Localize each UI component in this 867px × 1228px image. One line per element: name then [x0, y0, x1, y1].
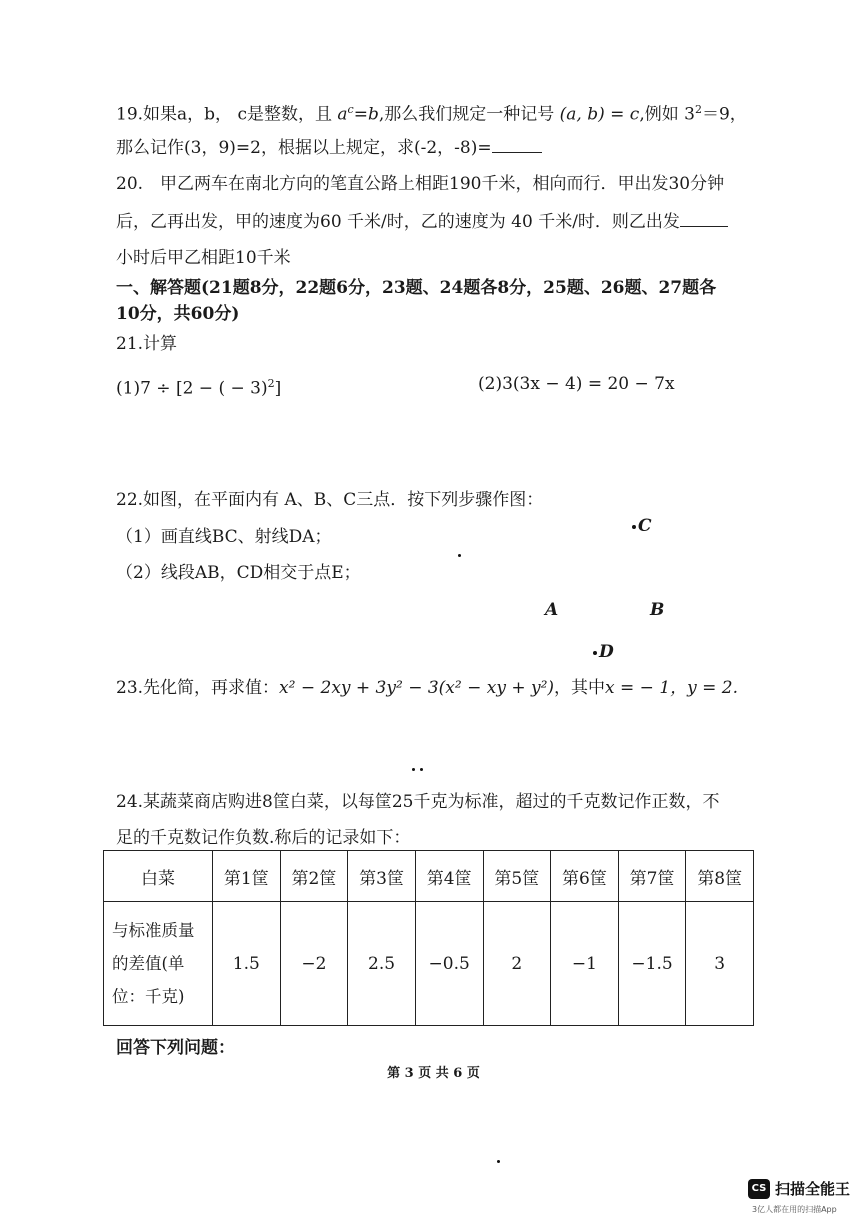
q21-part1: (1)7 ÷ [2 − ( − 3)$^2$] — [116, 377, 282, 399]
table-header-cell: 第7筐 — [618, 851, 686, 902]
stray-dot — [412, 768, 415, 771]
table-header-cell: 第1筐 — [213, 851, 281, 902]
cabbage-weight-table — [103, 850, 754, 1026]
point-c: C — [632, 516, 652, 536]
table-cell: 1.5 — [213, 902, 281, 1026]
table-header-cell: 第5筐 — [483, 851, 551, 902]
stray-dot — [458, 554, 461, 557]
q22-step1: （1）画直线BC、射线DA； — [116, 527, 332, 547]
point-dot — [632, 525, 636, 529]
q24-line1: 24.某蔬菜商店购进8筐白菜，以每筐25千克为标准，超过的千克数记作正数，不 — [116, 792, 720, 812]
table-header-cell: 第2筐 — [280, 851, 348, 902]
q20-line3: 小时后甲乙相距10千米 — [116, 248, 291, 268]
scanner-watermark — [748, 1178, 850, 1199]
watermark-name: 扫描全能王 — [775, 1180, 851, 1198]
table-header-row — [104, 851, 754, 902]
table-cell: −0.5 — [415, 902, 483, 1026]
q19-line2: 那么记作(3，9)=2，根据以上规定，求(-2，-8)= — [116, 136, 542, 160]
section-heading-line1: 一、解答题(21题8分，22题6分，23题、24题各8分，25题、26题、27题各 — [116, 278, 717, 298]
watermark-subtitle: 3亿人都在用的扫描App — [752, 1205, 837, 1214]
point-dot — [593, 651, 597, 655]
table-cell: −1.5 — [618, 902, 686, 1026]
stray-dot — [420, 768, 423, 771]
q22-line1: 22.如图，在平面内有 A、B、C三点．按下列步骤作图： — [116, 490, 544, 510]
table-cell: 2.5 — [348, 902, 416, 1026]
point-d: D — [593, 642, 614, 662]
table-header-cell: 白菜 — [104, 851, 213, 902]
table-header-cell: 第4筐 — [415, 851, 483, 902]
q21-part2: (2)3(3x − 4) = 20 − 7x — [478, 374, 675, 394]
table-row — [104, 902, 754, 1026]
table-cell: −2 — [280, 902, 348, 1026]
answer-blank — [680, 212, 728, 227]
table-cell: −1 — [551, 902, 619, 1026]
q23-condition: x = − 1，y = 2. — [605, 678, 739, 698]
q19-line1: 19.如果a，b， c是整数，且 $a^c=b$,那么我们规定一种记号 (a, b) = c,例如 $3^2=9$， — [116, 103, 747, 125]
q21-title: 21.计算 — [116, 334, 178, 354]
q23-expression: x² − 2xy + 3y² − 3(x² − xy + y²) — [279, 678, 555, 698]
q23-line: 23.先化简，再求值：x² − 2xy + 3y² − 3(x² − xy + y²)，其中x = − 1，y = 2. — [116, 678, 739, 698]
point-b: B — [650, 600, 665, 620]
q24-after: 回答下列问题： — [116, 1038, 235, 1058]
point-a: A — [545, 600, 559, 620]
table-header-cell: 第3筐 — [348, 851, 416, 902]
q20-line1: 20. 甲乙两车在南北方向的笔直公路上相距190千米，相向而行．甲出发30分钟 — [116, 174, 725, 194]
table-row-label: 与标准质量 的差值(单 位：千克) — [104, 902, 213, 1026]
table-cell: 2 — [483, 902, 551, 1026]
notation: (a, b) = c — [559, 104, 640, 125]
cs-logo-icon: CS — [748, 1179, 770, 1199]
table-cell: 3 — [686, 902, 754, 1026]
q22-step2: （2）线段AB，CD相交于点E； — [116, 563, 361, 583]
section-heading-line2: 10分，共60分) — [116, 304, 240, 324]
table-header-cell: 第8筐 — [686, 851, 754, 902]
answer-blank — [492, 138, 542, 153]
q20-line2: 后，乙再出发，甲的速度为60 千米/时，乙的速度为 40 千米/时．则乙出发 — [116, 210, 728, 234]
table-header-cell: 第6筐 — [551, 851, 619, 902]
page-footer: 第 3 页 共 6 页 — [387, 1066, 480, 1081]
q24-line2: 足的千克数记作负数.称后的记录如下： — [116, 828, 411, 848]
stray-dot — [497, 1160, 500, 1163]
